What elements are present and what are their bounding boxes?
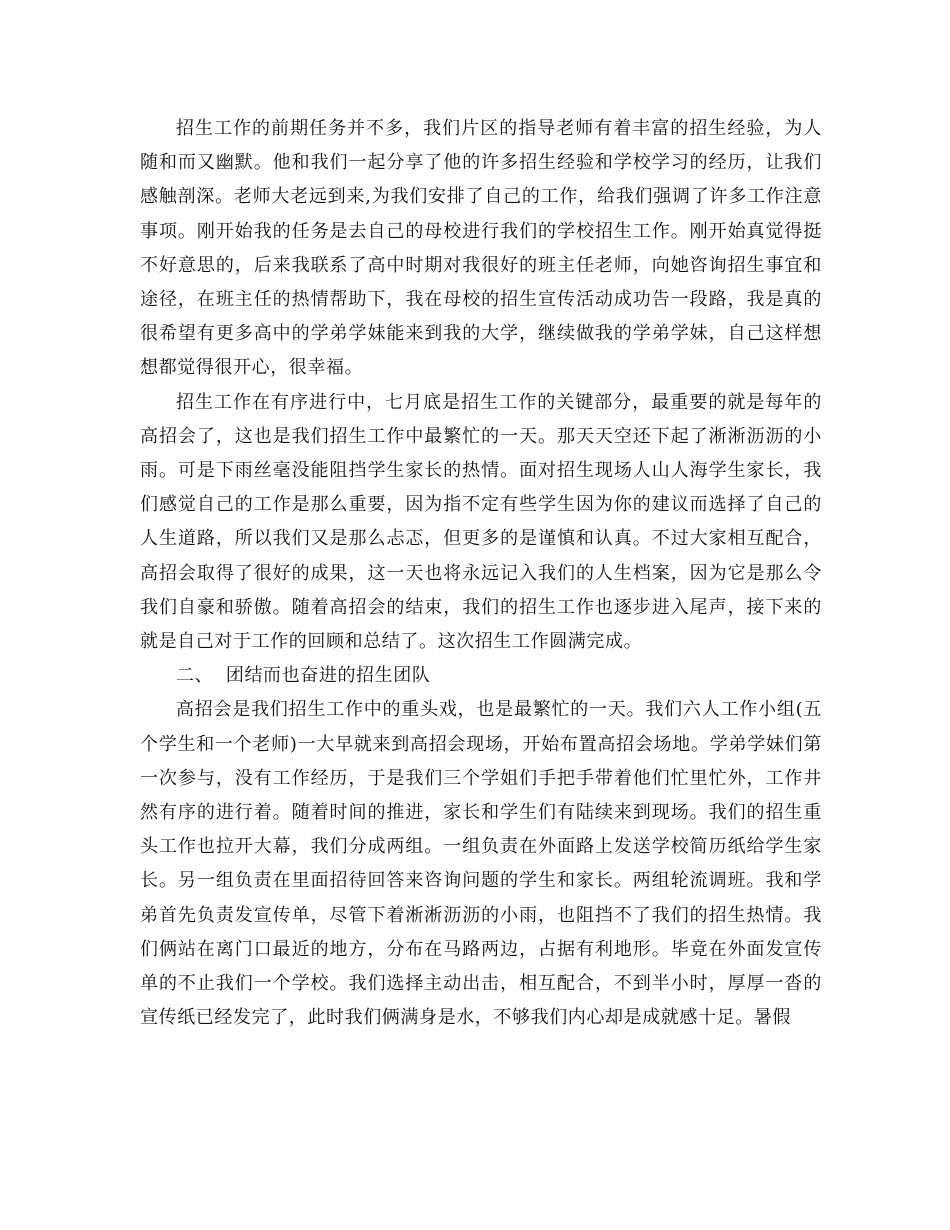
paragraph-recruitment-fair: 招生工作在有序进行中，七月底是招生工作的关键部分，最重要的就是每年的高招会了，这也是我们招生工作中最繁忙的一天。那天天空还下起了淅淅沥沥的小雨。可是下雨丝毫没能阻挡学生家长的热情。面对招生现场人山人海学生家长，我们感觉自己的工作是那么重要，因为指不定有些学生因为你的建议而选择了自己的人生道路，所以我们又是那么忐忑，但更多的是谨慎和认真。不过大家相互配合，高招会取得了很好的成果，这一天也将永远记入我们的人生档案，因为它是那么令我们自豪和骄傲。随着高招会的结束，我们的招生工作也逐步进入尾声，接下来的就是自己对于工作的回顾和总结了。这次招生工作圆满完成。 [140, 391, 822, 653]
document-page [140, 112, 822, 1035]
paragraph-team-work: 高招会是我们招生工作中的重头戏，也是最繁忙的一天。我们六人工作小组(五个学生和一个老师)一大早就来到高招会现场，开始布置高招会场地。学弟学妹们第一次参与，没有工作经历，于是我们三个学姐们手把手带着他们忙里忙外，工作井然有序的进行着。随着时间的推进，家长和学生们有陆续来到现场。我们的招生重头工作也拉开大幕，我们分成两组。一组负责在外面路上发送学校简历纸给学生家长。另一组负责在里面招待回答来咨询问题的学生和家长。两组轮流调班。我和学弟首先负责发宣传单，尽管下着淅淅沥沥的小雨，也阻挡不了我们的招生热情。我们俩站在离门口最近的地方，分布在马路两边，占据有利地形。毕竟在外面发宣传单的不止我们一个学校。我们选择主动出击，相互配合，不到半小时，厚厚一沓的宣传纸已经发完了，此时我们俩满身是水，不够我们内心却是成就感十足。暑假 [140, 699, 822, 1029]
paragraph-recruitment-early-tasks: 招生工作的前期任务并不多，我们片区的指导老师有着丰富的招生经验，为人随和而又幽默。他和我们一起分享了他的许多招生经验和学校学习的经历，让我们感触剖深。老师大老远到来,为我们安排了自己的工作，给我们强调了许多工作注意事项。刚开始我的任务是去自己的母校进行我们的学校招生工作。刚开始真觉得挺不好意思的，后来我联系了高中时期对我很好的班主任老师，向她咨询招生事宜和途径，在班主任的热情帮助下，我在母校的招生宣传活动成功告一段路，我是真的很希望有更多高中的学弟学妹能来到我的大学，继续做我的学弟学妹，自己这样想想都觉得很开心，很幸福。 [140, 118, 822, 379]
section-heading: 二、 团结而也奋进的招生团队 [176, 665, 431, 687]
